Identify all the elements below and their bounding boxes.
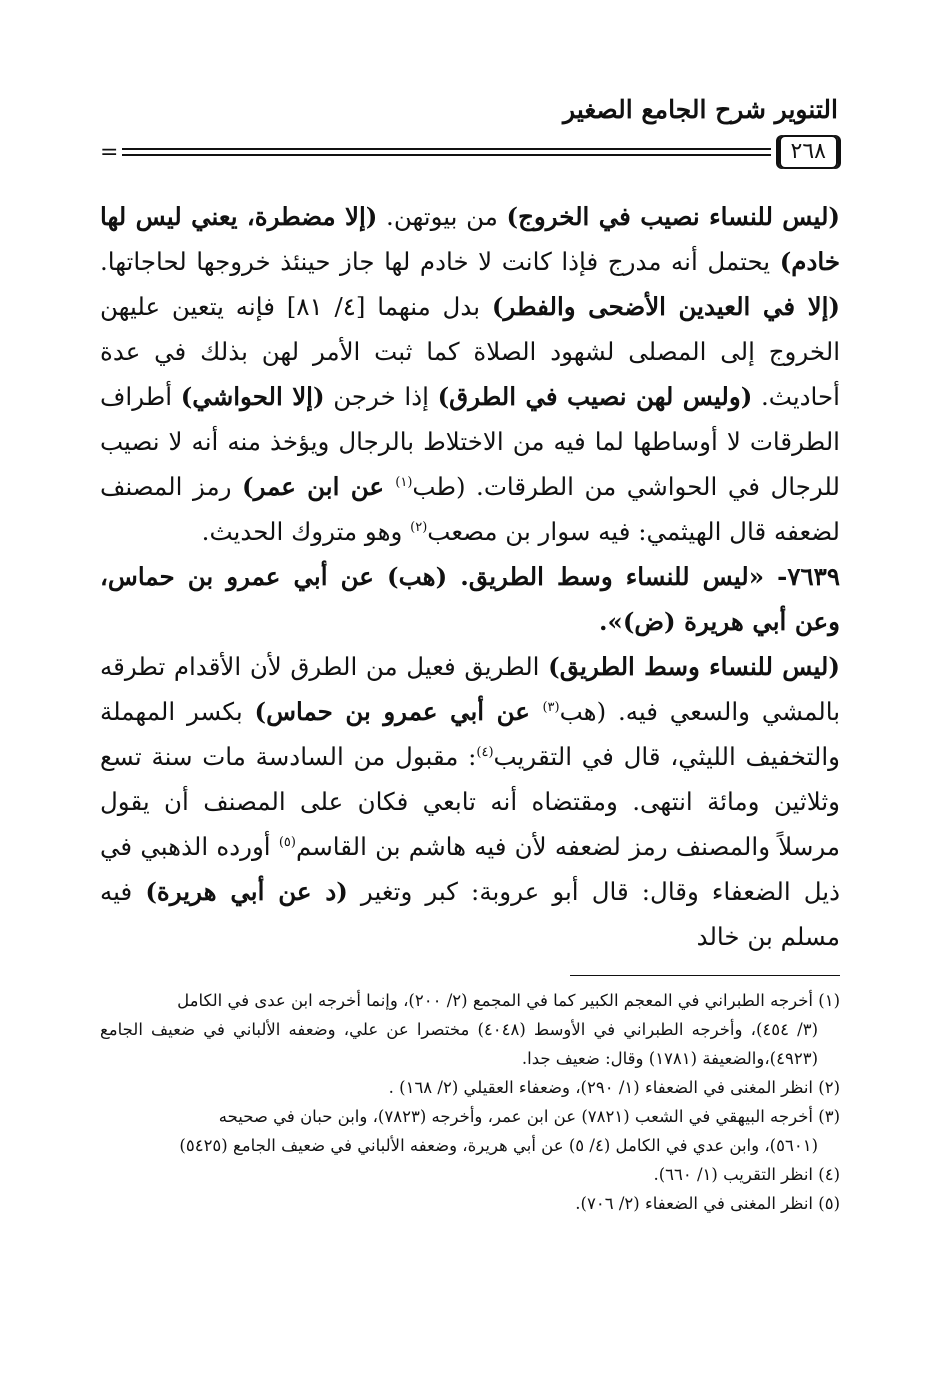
footnote-4: (٤) انظر التقريب (١/ ٦٦٠).: [653, 1165, 840, 1184]
commentary-text: : مقبول من السادسة مات سنة تسع وثلاثين ومائة انتهى. ومقتضاه أنه تابعي فكان على المصنف أن يقول مرسلاً والمصنف رمز لضعفه لأن فيه هاشم بن القاسم: [100, 742, 841, 861]
double-rule: [122, 148, 770, 156]
commentary-text: أورده الذهبي في ذيل الضعفاء وقال: قال أبو عروبة: كبر وتغير: [100, 832, 840, 906]
footnote-ref[interactable]: (٤): [476, 744, 494, 760]
quoted-text: (ليس للنساء نصيب في الخروج): [506, 202, 840, 231]
commentary-text: رمز المصنف لضعفه قال الهيثمي: فيه سوار بن مصعب: [100, 472, 840, 546]
footnote-3: (٣) أخرجه البيهقي في الشعب (٧٨٢١) عن ابن عمر، وأخرجه (٧٨٢٣)، وابن حبان في صحيحه: [218, 1107, 840, 1126]
page: [100, 90, 840, 1218]
footnote-separator: [570, 975, 840, 976]
commentary-text: فيه مسلم بن خالد: [100, 877, 840, 951]
page-number: ٢٦٨: [779, 135, 838, 169]
rule-end-mark: =: [100, 139, 119, 165]
hadith-entry: ٧٦٣٩- «ليس للنساء وسط الطريق. (هب) عن أبي عمرو بن حماس، وعن أبي هريرة (ض)».: [100, 562, 840, 636]
commentary-text: إذا خرجن: [324, 382, 438, 411]
commentary-text: وهو متروك الحديث.: [201, 517, 411, 546]
footnote-ref[interactable]: (٥): [278, 834, 296, 850]
quoted-text: عن أبي عمرو بن حماس): [254, 697, 543, 726]
footnote-ref[interactable]: (٣): [542, 699, 560, 715]
footnote-2: (٢) انظر المغنى في الضعفاء (١/ ٢٩٠)، وضعفاء العقيلي (٢/ ١٦٨) .: [388, 1078, 840, 1097]
footnote-1-continued: (٣/ ٤٥٤)، وأخرجه الطبراني في الأوسط (٤٠٤٨) مختصرا عن علي، وضعفه الألباني في ضعيف الجامع (٤٩٢٣)،والضعيفة (١٧٨١) وقال: ضعيف جدا.: [100, 1020, 818, 1068]
commentary-text: الطريق فعيل من الطرق لأن الأقدام تطرقه بالمشي والسعي فيه.: [100, 652, 841, 726]
quoted-text: (إلا الحواشي): [180, 382, 325, 411]
quoted-text: عن ابن عمر): [241, 472, 396, 501]
commentary-text: من بيوتهن.: [377, 202, 507, 231]
footnote-1: (١) أخرجه الطبراني في المعجم الكبير كما في المجمع (٢/ ٢٠٠)، وإنما أخرجه ابن عدى في الكامل: [177, 991, 840, 1010]
commentary-text: (هب: [559, 697, 607, 726]
footnote-ref[interactable]: (٢): [410, 519, 428, 535]
quoted-text: (إلا مضطرة، يعني ليس لها خادم): [100, 202, 840, 276]
quoted-text: (ليس للنساء وسط الطريق): [548, 652, 840, 681]
running-title: التنوير شرح الجامع الصغير: [563, 95, 838, 124]
paragraph-1: [100, 194, 840, 554]
commentary-text: بدل منهما [٤/ ٨١] فإنه يتعين عليهن الخروج إلى المصلى لشهود الصلاة كما ثبت الأمر لهن بذلك في عدة أحاديث.: [100, 292, 840, 411]
quoted-text: (د عن أبي هريرة): [145, 877, 348, 906]
quoted-text: (إلا في العيدين الأضحى والفطر): [491, 292, 840, 321]
commentary-text: (طب: [412, 472, 466, 501]
paragraph-3: [100, 644, 840, 959]
footnote-ref[interactable]: (١): [395, 474, 413, 490]
commentary-text: بكسر المهملة والتخفيف الليثي، قال في التقريب: [100, 697, 841, 771]
footnotes: [100, 986, 840, 1218]
footnote-5: (٥) انظر المغنى في الضعفاء (٢/ ٧٠٦).: [575, 1194, 840, 1213]
body-text: [100, 194, 840, 959]
footnote-3-continued: (٥٦٠١)، وابن عدي في الكامل (٤/ ٥) عن أبي هريرة، وضعفه الألباني في ضعيف الجامع (٥٤٢٥): [179, 1136, 818, 1155]
header-rule: [100, 132, 840, 172]
commentary-text: يحتمل أنه مدرج فإذا كانت لا خادم لها جاز حينئذ خروجها لحاجاتها.: [100, 247, 780, 276]
commentary-text: أطراف الطرقات لا أوساطها لما فيه من الاختلاط بالرجال ويؤخذ منه أنه لا نصيب للرجال في الحواشي من الطرقات.: [100, 382, 840, 501]
quoted-text: (وليس لهن نصيب في الطرق): [437, 382, 753, 411]
